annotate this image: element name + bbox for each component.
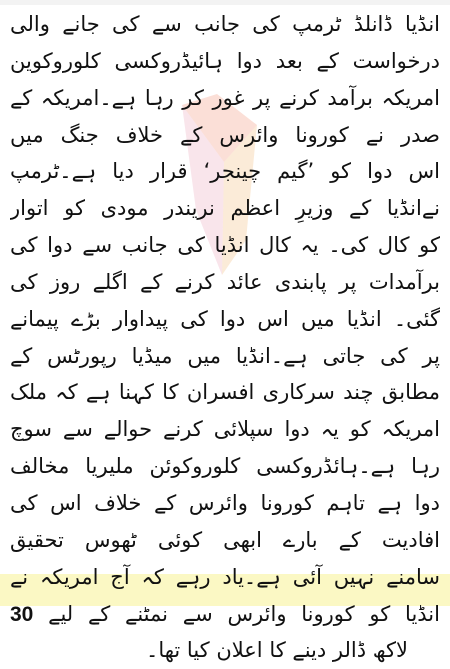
- article-line: پر کی جاتی ہے۔انڈیا میں میڈیا رپورٹس کے: [10, 343, 440, 368]
- article-line: امریکہ برآمد کرنے پر غور کر رہا ہے۔امریکہ کے: [10, 85, 440, 110]
- article-line: امریکہ کو یہ دوا سپلائی کرنے حوالے سے سوچ: [10, 417, 440, 442]
- article-line: نےانڈیا کے وزیرِ اعظم نریندر مودی کو اتوار: [10, 196, 440, 221]
- article-line: برآمدات پر پابندی عائد کرنے کے اگلے روز کی: [10, 269, 440, 294]
- article-line: دوا ہے تاہم کورونا وائرس کے خلاف اس کی: [10, 490, 440, 515]
- article-line: درخواست کے بعد دوا ہائیڈروکسی کلوروکوین: [10, 48, 440, 73]
- article-line: اس دوا کو ’گیم چینجر‘ قرار دیا ہے۔ٹرمپ: [10, 159, 440, 184]
- top-band: [0, 0, 450, 5]
- article-line: سامنے نہیں آئی ہے۔یاد رہے کہ آج امریکہ نے: [10, 564, 440, 589]
- article-line: رہا ہے۔ہائڈروکسی کلوروکوئن ملیریا مخالف: [10, 454, 440, 479]
- article-line: صدر نے کورونا وائرس کے خلاف جنگ میں: [10, 122, 440, 147]
- article-line-text: انڈیا کو کورونا وائرس سے نمٹنے کے لیے: [48, 601, 440, 626]
- article-line: گئی۔ انڈیا میں اس دوا کی پیداوار بڑے پیمانے: [10, 306, 440, 331]
- article-body: [10, 6, 440, 669]
- amount-number: 30: [10, 602, 34, 626]
- article-line-final: لاکھ ڈالر دینے کا اعلان کیا تھا۔: [146, 638, 408, 663]
- article-line: مطابق چند سرکاری افسران کا کہنا ہے کہ ملک: [10, 380, 440, 405]
- article-line: انڈیا ڈانلڈ ٹرمپ کی جانب سے کی جانے والی: [10, 12, 440, 36]
- article-line: افادیت کے بارے ابھی کوئی ٹھوس تحقیق: [10, 527, 440, 552]
- article-line-with-number: [10, 596, 440, 633]
- article-line: کو کال کی۔ یہ کال انڈیا کی جانب سے دوا کی: [10, 233, 440, 258]
